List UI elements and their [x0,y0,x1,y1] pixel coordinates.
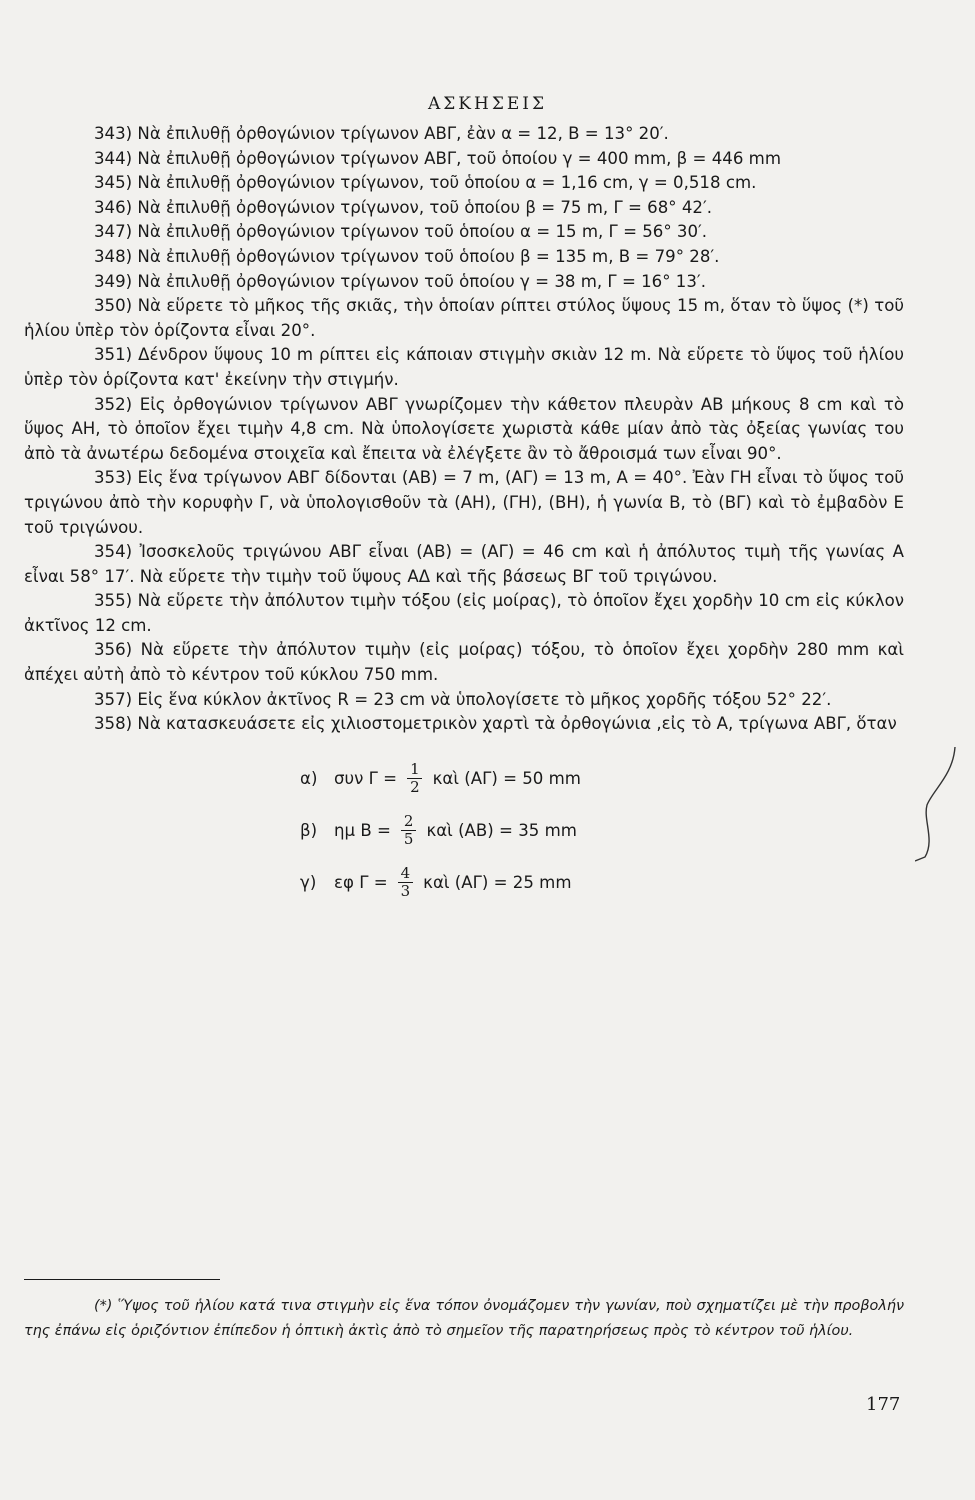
fraction [407,761,423,796]
fraction-numerator: 1 [410,760,420,779]
fraction-numerator: 4 [400,864,411,883]
exercise-345: 345) Νὰ ἐπιλυθῇ ὀρθογώνιον τρίγωνον, τοῦ ὁποίου α = 1,16 cm, γ = 0,518 cm. [94,173,757,193]
formula-block [300,753,904,909]
exercise-348: 348) Νὰ ἐπιλυθῇ ὀρθογώνιον τρίγωνον τοῦ ὁποίου β = 135 m, Β = 79° 28′. [94,246,720,266]
margin-bracket-mark [915,745,970,865]
formula-label: γ) [300,872,317,892]
footnote-text: (*) Ὕψος τοῦ ἡλίου κατά τινα στιγμὴν εἰς ἕνα τόπον ὀνομάζομεν τὴν γωνίαν, ποὺ σχηματίζει μὲ τὴν προβολήν της ἐπάνω εἰς ὁριζόντιον ἐπίπεδον ἡ ὀπτικὴ ἀκτὶς ἀπὸ τὸ σημεῖον τῆς παρατηρήσεως πρὸς τὸ κέντρον τοῦ ἡλίου. [24,1298,904,1339]
exercise-354: 354) Ἰσοσκελοῦς τριγώνου ΑΒΓ εἶναι (ΑΒ) = (ΑΓ) = 46 cm καὶ ἡ ἀπόλυτος τιμὴ τῆς γωνίας Α εἶναι 58° 17′. Νὰ εὕρετε τὴν τιμὴν τοῦ ὕψους ΑΔ καὶ τῆς βάσεως ΒΓ τοῦ τριγώνου. [24,542,904,586]
formula-function: ημ Β = [334,820,391,840]
formula-function: συν Γ = [334,768,398,788]
exercise-list [24,122,904,909]
formula-label: α) [300,768,318,788]
exercise-353: 353) Εἰς ἕνα τρίγωνον ΑΒΓ δίδονται (ΑΒ) = 7 m, (ΑΓ) = 13 m, Α = 40°. Ἐὰν ΓΗ εἶναι τὸ ὕψος τοῦ τριγώνου ἀπὸ τὴν κορυφὴν Γ, νὰ ὑπολογισθοῦν τὰ (ΑΗ), (ΓΗ), (ΒΗ), ἡ γωνία Β, τὸ (ΒΓ) καὶ τὸ ἐμβαδὸν Ε τοῦ τριγώνου. [24,468,904,537]
exercise-355: 355) Νὰ εὕρετε τὴν ἀπόλυτον τιμὴν τόξου (εἰς μοίρας), τὸ ὁποῖον ἔχει χορδὴν 10 cm εἰς κύκλον ἀκτῖνος 12 cm. [24,591,904,635]
formula-function: εφ Γ = [334,872,388,892]
formula-condition: καὶ (ΑΒ) = 35 mm [426,820,577,840]
fraction-denominator: 5 [403,830,414,849]
formula-condition: καὶ (ΑΓ) = 25 mm [423,872,572,892]
fraction [401,813,417,848]
exercise-346: 346) Νὰ ἐπιλυθῇ ὀρθογώνιον τρίγωνον, τοῦ ὁποίου β = 75 m, Γ = 68° 42′. [94,197,713,217]
formula-row-a [300,753,904,805]
exercise-343: 343) Νὰ ἐπιλυθῇ ὀρθογώνιον τρίγωνον ΑΒΓ, ἐὰν α = 12, Β = 13° 20′. [94,124,669,143]
exercise-356: 356) Νὰ εὕρετε τὴν ἀπόλυτον τιμὴν (εἰς μοίρας) τόξου, τὸ ὁποῖον ἔχει χορδὴν 280 mm καὶ ἀπέχει αὐτὴ ἀπὸ τὸ κέντρον τοῦ κύκλου 750 mm. [24,640,904,685]
fraction-denominator: 3 [400,882,411,901]
exercise-349: 349) Νὰ ἐπιλυθῇ ὀρθογώνιον τρίγωνον τοῦ ὁποίου γ = 38 m, Γ = 16° 13′. [94,271,706,291]
exercise-357: 357) Εἰς ἕνα κύκλον ἀκτῖνος R = 23 cm νὰ ὑπολογίσετε τὸ μῆκος χορδῆς τόξου 52° 22′. [94,689,832,709]
exercise-344: 344) Νὰ ἐπιλυθῇ ὀρθογώνιον τρίγωνον ΑΒΓ, τοῦ ὁποίου γ = 400 mm, β = 446 mm [94,148,781,168]
formula-row-c [300,857,904,909]
exercise-358: 358) Νὰ κατασκευάσετε εἰς χιλιοστομετρικὸν χαρτὶ τὰ ὀρθογώνια ,εἰς τὸ Α, τρίγωνα ΑΒΓ, ὅταν [94,714,897,734]
page-number: 177 [866,1394,901,1415]
formula-condition: καὶ (ΑΓ) = 50 mm [432,768,581,788]
footnote-separator [24,1279,220,1280]
exercise-352: 352) Εἰς ὀρθογώνιον τρίγωνον ΑΒΓ γνωρίζομεν τὴν κάθετον πλευρὰν ΑΒ μήκους 8 cm καὶ τὸ ὕψος ΑΗ, τὸ ὁποῖον ἔχει τιμὴν 4,8 cm. Νὰ ὑπολογίσετε χωριστὰ κάθε μίαν ἀπὸ τὰς ὀξείας γωνίας του ἀπὸ τὰ ἀνωτέρω δεδομένα στοιχεῖα καὶ ἔπειτα νὰ ἐλέγξετε ἂν τὸ ἄθροισμά των εἶναι 90°. [24,394,904,463]
exercise-347: 347) Νὰ ἐπιλυθῇ ὀρθογώνιον τρίγωνον τοῦ ὁποίου α = 15 m, Γ = 56° 30′. [94,222,708,242]
formula-label: β) [300,820,318,840]
fraction-numerator: 2 [403,812,414,831]
page-title: ΑΣΚΗΣΕΙΣ [428,94,547,114]
fraction-denominator: 2 [410,778,420,797]
exercise-351: 351) Δένδρον ὕψους 10 m ρίπτει εἰς κάποιαν στιγμὴν σκιὰν 12 m. Νὰ εὕρετε τὸ ὕψος τοῦ ἡλίου ὑπὲρ τὸν ὁρίζοντα κατ' ἐκείνην τὴν στιγμήν. [24,345,904,389]
formula-row-b [300,805,904,857]
fraction [398,865,414,900]
footnote [24,1294,904,1344]
exercise-350: 350) Νὰ εὕρετε τὸ μῆκος τῆς σκιᾶς, τὴν ὁποίαν ρίπτει στύλος ὕψους 15 m, ὅταν τὸ ὕψος (*) τοῦ ἡλίου ὑπὲρ τὸν ὁρίζοντα εἶναι 20°. [24,296,904,340]
